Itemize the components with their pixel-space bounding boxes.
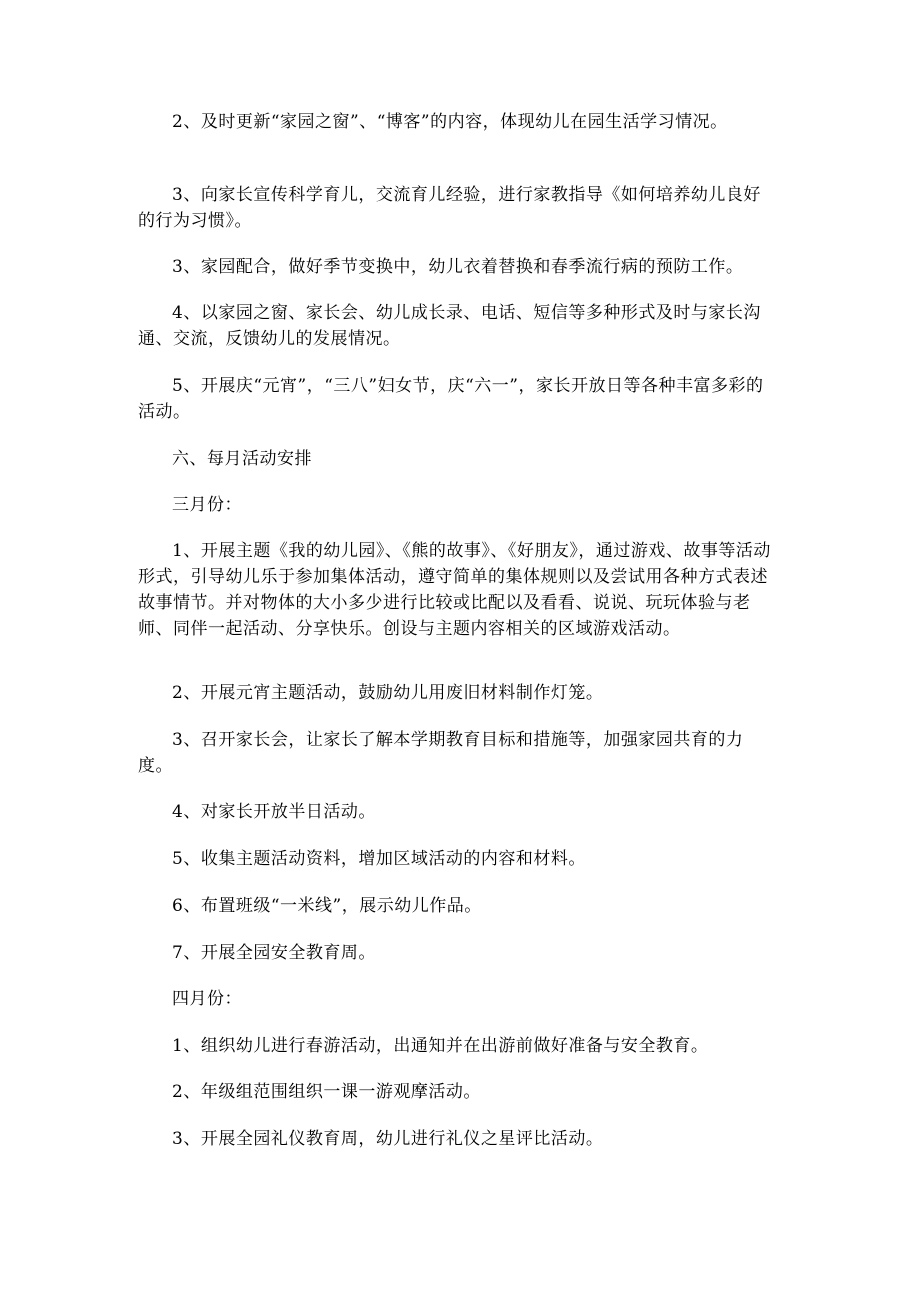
paragraph-festival-activities: 5、开展庆“元宵”，“三八”妇女节，庆“六一”，家长开放日等各种丰富多彩的活动。 [138,376,764,422]
paragraph-one-meter-line: 6、布置班级“一米线”，展示幼儿作品。 [172,896,482,916]
paragraph-lantern-festival: 2、开展元宵主题活动，鼓励幼儿用废旧材料制作灯笼。 [172,683,604,703]
paragraph-collect-materials: 5、收集主题活动资料，增加区域活动的内容和材料。 [172,849,586,869]
section-heading-monthly-plan: 六、每月活动安排 [172,449,312,469]
month-heading-march: 三月份： [172,495,242,515]
paragraph-observation-activity: 2、年级组范围组织一课一游观摩活动。 [172,1082,481,1102]
paragraph-parent-meeting: 3、召开家长会，让家长了解本学期教育目标和措施等，加强家园共育的力度。 [138,730,744,776]
paragraph-safety-week: 7、开展全园安全教育周。 [172,943,376,963]
paragraph-communication: 4、以家园之窗、家长会、幼儿成长录、电话、短信等多种形式及时与家长沟通、交流，反馈幼儿的发展情况。 [138,303,761,349]
paragraph-update-home-window: 2、及时更新“家园之窗”、“博客”的内容，体现幼儿在园生活学习情况。 [172,112,728,132]
paragraph-spring-outing: 1、组织幼儿进行春游活动，出通知并在出游前做好准备与安全教育。 [172,1036,709,1056]
paragraph-open-half-day: 4、对家长开放半日活动。 [172,802,376,822]
paragraph-etiquette-week: 3、开展全园礼仪教育周，幼儿进行礼仪之星评比活动。 [172,1129,604,1149]
paragraph-seasonal-care: 3、家园配合，做好季节变换中，幼儿衣着替换和春季流行病的预防工作。 [172,257,744,277]
paragraph-march-themes: 1、开展主题《我的幼儿园》、《熊的故事》、《好朋友》，通过游戏、故事等活动形式，引导幼儿乐于参加集体活动，遵守简单的集体规则以及尝试用各种方式表述故事情节。并对物体的大小多少进行比较或比配以及看看、说说、玩玩体验与老师、同伴一起活动、分享快乐。创设与主题内容相关的区域游戏活动。 [138,541,771,639]
month-heading-april: 四月份： [172,989,242,1009]
paragraph-parenting-guidance: 3、向家长宣传科学育儿，交流育儿经验，进行家教指导《如何培养幼儿良好的行为习惯》。 [138,185,761,231]
